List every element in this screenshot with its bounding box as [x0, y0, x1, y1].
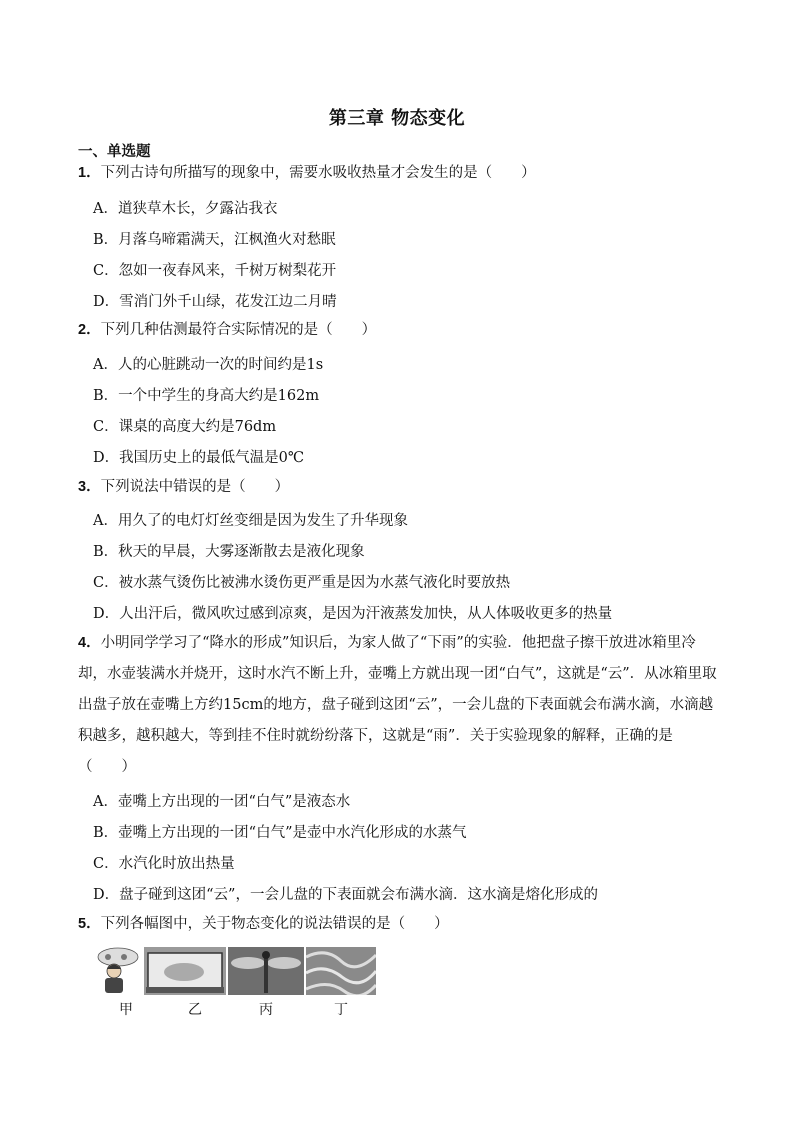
question-number: 4． [78, 635, 101, 651]
option-2b: B．一个中学生的身高大约是162m [93, 388, 320, 404]
question-4 [78, 628, 718, 783]
figure-label-bing: 丙 [259, 1002, 273, 1018]
figure-jia-person-image [94, 947, 142, 995]
option-3b: B．秋天的早晨，大雾逐渐散去是液化现象 [93, 544, 365, 560]
question-number: 2． [78, 322, 101, 338]
figure-label-ding: 丁 [334, 1002, 348, 1018]
option-4c: C．水汽化时放出热量 [93, 856, 235, 872]
option-2d: D．我国历史上的最低气温是0℃ [93, 450, 305, 466]
question-1 [78, 163, 536, 183]
option-1b: B．月落乌啼霜满天，江枫渔火对愁眠 [93, 232, 336, 248]
figure-bing-dragonfly-image [228, 947, 304, 995]
option-3c: C．被水蒸气烫伤比被沸水烫伤更严重是因为水蒸气液化时要放热 [93, 575, 511, 591]
page-title: 第三章 物态变化 [328, 108, 466, 129]
question-stem: 下列说法中错误的是（ ） [100, 479, 290, 495]
question-2 [78, 320, 376, 340]
question-number: 5． [78, 916, 101, 932]
option-2c: C．课桌的高度大约是76dm [93, 419, 277, 435]
figure-label-yi: 乙 [188, 1002, 202, 1018]
option-3d: D．人出汗后，微风吹过感到凉爽，是因为汗液蒸发加快，从人体吸收更多的热量 [93, 606, 613, 622]
option-2a: A．人的心脏跳动一次的时间约是1s [93, 357, 324, 373]
question-number: 1． [78, 165, 101, 181]
question-5 [78, 914, 449, 934]
option-1a: A．道狭草木长，夕露沾我衣 [93, 201, 278, 217]
question-stem: 下列古诗句所描写的现象中，需要水吸收热量才会发生的是（ ） [100, 165, 536, 181]
question-number: 3． [78, 479, 101, 495]
option-4a: A．壶嘴上方出现的一团“白气”是液态水 [93, 794, 351, 810]
option-3a: A．用久了的电灯灯丝变细是因为发生了升华现象 [93, 513, 408, 529]
option-1c: C．忽如一夜春风来，千树万树梨花开 [93, 263, 337, 279]
option-1d: D．雪消门外千山绿，花发江边二月晴 [93, 294, 337, 310]
figure-ding-frost-image [306, 947, 376, 995]
option-4d: D．盘子碰到这团“云”，一会儿盘的下表面就会布满水滴．这水滴是熔化形成的 [93, 887, 598, 903]
option-4b: B．壶嘴上方出现的一团“白气”是壶中水汽化形成的水蒸气 [93, 825, 467, 841]
question-3 [78, 477, 289, 497]
figure-yi-tray-image [144, 947, 226, 995]
question-stem: 小明同学学习了“降水的形成”知识后，为家人做了“下雨”的实验．他把盘子擦干放进冰箱里冷却，水壶装满水并烧开，这时水汽不断上升，壶嘴上方就出现一团“白气”，这就是“云”．从冰箱里取出盘子放在壶嘴上方约15cm的地方，盘子碰到这团“云”，一会儿盘的下表面就会布满水滴，水滴越积越多，越积越大，等到挂不住时就纷纷落下，这就是“雨”．关于实验现象的解释，正确的是（ ） [78, 635, 717, 775]
question-stem: 下列几种估测最符合实际情况的是（ ） [100, 322, 377, 338]
figure-label-jia: 甲 [119, 1002, 133, 1018]
section-heading: 一、单选题 [78, 144, 151, 160]
question-stem: 下列各幅图中，关于物态变化的说法错误的是（ ） [100, 916, 449, 932]
